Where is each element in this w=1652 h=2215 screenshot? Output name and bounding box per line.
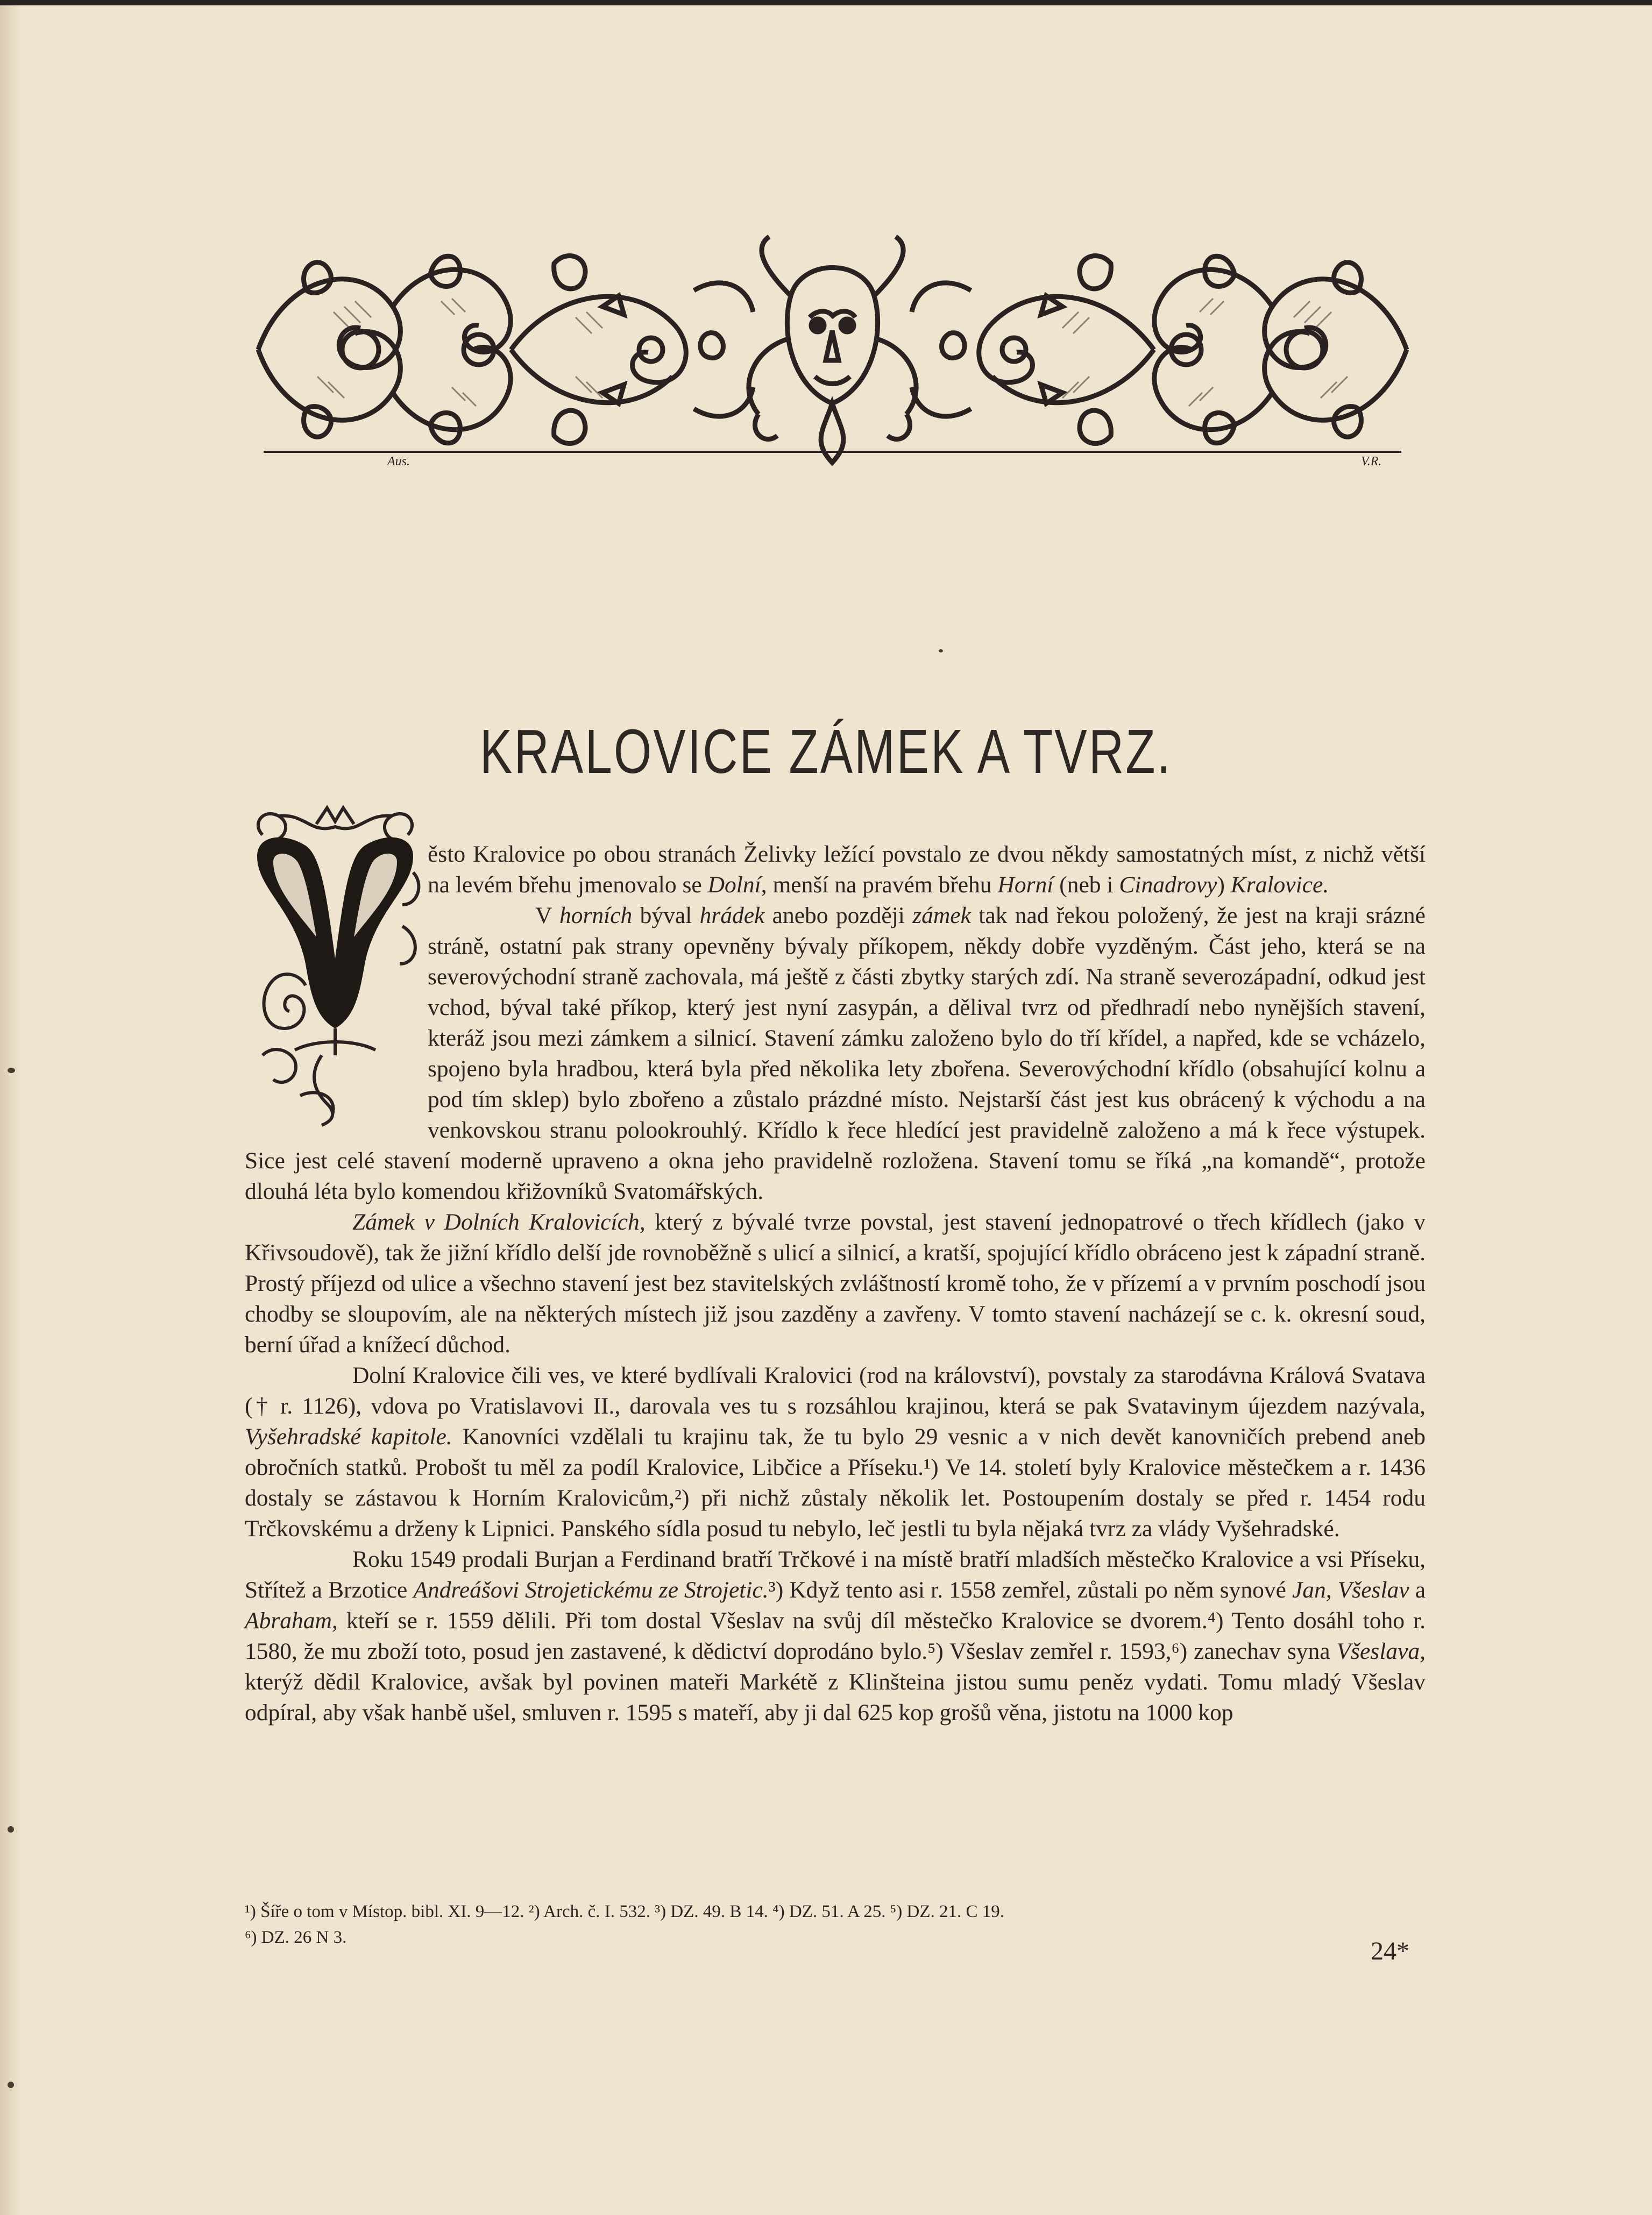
text-segment-italic: Dolní [707,872,761,898]
text-segment-italic: Horní [997,872,1054,898]
dropcap-spacer [245,839,428,1146]
acanthus-scroll-headpiece-icon [253,226,1412,473]
text-segment: (neb i [1053,872,1119,898]
text-segment: anebo později [764,903,913,928]
scan-speck [939,649,943,652]
paragraph-5 [245,1544,1426,1728]
text-segment-italic: hrádek [699,903,765,928]
text-segment-italic: Kralovice. [1230,872,1329,898]
paragraph-4 [245,1360,1426,1544]
text-segment-italic: Všeslava, [1336,1638,1426,1664]
text-segment: ³) Když tento asi r. 1558 zemřel, zůstali po něm synové [768,1577,1292,1603]
text-segment-italic: Jan, Všeslav [1292,1577,1409,1603]
paragraph-3 [245,1207,1426,1360]
text-segment-italic: Cinadrovy [1119,872,1217,898]
text-segment-italic: Andreášovi Strojetickému ze Strojetic. [413,1577,769,1603]
page-title: KRALOVICE ZÁMEK A TVRZ. [480,716,1172,786]
text-segment: kteří se r. 1559 dělili. Při tom dostal Všeslav na svůj díl městečko Kralovice se dvorem.⁴) Tento dosáhl toho r. 1580, že mu zboží toto, posud jen zastavené, k dědictví doprodáno bylo.⁵) Všeslav zemřel r. 1593,⁶) zanechav syna [245,1608,1426,1664]
article-body [245,839,1426,1728]
footnotes [245,1899,1426,1950]
text-segment: ěsto Kralovice po obou stranách Želivky ležící povstalo ze dvou někdy samostatných míst, z nichž větší na levém břehu jmenovalo se [428,841,1426,898]
text-segment-italic: Vyšehradské kapitole. [245,1424,452,1450]
ornament-signature-left: Aus. [387,455,410,468]
footnote-line-2: ⁶) DZ. 26 N 3. [245,1928,347,1947]
text-segment: Dolní Kralovice čili ves, ve které bydlívali Kralovici (rod na království), povstaly za starodávna Králová Svatava († r. 1126), vdova po Vratislavovi II., darovala ves tu s rozsáhlou krajinou, která se pak Svatavinym újezdem nazývala, [245,1362,1426,1419]
text-segment: , menší na pravém břehu [761,872,998,898]
scan-speck [8,1068,15,1073]
page-number: 24* [1371,1937,1409,1965]
scan-speck [8,2082,14,2088]
text-segment-italic: Abraham, [245,1608,338,1634]
text-segment: kterýž dědil Kralovice, avšak byl povinen mateři Markétě z Klinšteina jistou sumu peněz vydati. Tomu mladý Všeslav odpíral, aby však hanbě ušel, smluven r. 1595 s mateří, aby ji dal 625 kop grošů věna, jistotu na 1000 kop [245,1669,1426,1726]
scan-top-border [0,0,1652,5]
ornament-signature-right: V.R. [1361,455,1382,468]
text-segment: Kanovníci vzdělali tu krajinu tak, že tu bylo 29 vesnic a v nich devět kanovničích prebend aneb obročních statků. Probošt tu měl za podíl Kralovice, Libčice a Příseku.¹) Ve 14. století byly Kralovice městečkem a r. 1436 dostaly se zástavou k Horním Kralovicům,²) při nichž zůstaly několik let. Postoupením dostaly se před r. 1454 rodu Trčkovskému a drženy k Lipnici. Panského sídla posud tu nebylo, leč jestli tu byla nějaká tvrz za vlády Vyšehradské. [245,1424,1426,1542]
text-segment-italic: horních [559,903,633,928]
text-segment: Roku 1549 prodali Burjan a Ferdinand bratří Trčkové i na místě bratří mladších městečko Kralovice a vsi Příseku, Střítež a Brzotice [245,1546,1426,1603]
scan-speck [8,1826,14,1833]
text-segment: V [535,903,559,928]
text-segment-italic: zámek [912,903,971,928]
text-segment-italic: Zámek v Dolních Kralovicích, [352,1209,646,1235]
text-segment: který z bývalé tvrze povstal, jest stavení jednopatrové o třech křídlech (jako v Křivsoudově), tak že jižní křídlo delší jde rovnoběžně s ulicí a silnicí, a kratší, spojující křídlo obráceno jest k západní straně. Prostý příjezd od ulice a všechno stavení jest bez stavitelských zvláštností kromě toho, že v přízemí a v prvním poschodí jsou chodby se sloupovím, ale na některých místech již jsou zazděny a zavřeny. V tomto stavení nacházejí se c. k. okresní soud, berní úřad a knížecí důchod. [245,1209,1426,1358]
footnote-line-1: ¹) Šíře o tom v Místop. bibl. XI. 9—12. ²) Arch. č. I. 532. ³) DZ. 49. B 14. ⁴) DZ. 51. A 25. ⁵) DZ. 21. C 19. [245,1902,1005,1921]
text-segment: ) [1217,872,1231,898]
page-edge [0,0,22,2215]
text-segment: tak nad řekou položený, že jest na kraji srázné stráně, ostatní pak strany opevněny bývaly příkopem, někdy dobře vyzděným. Část jeho, která se na severovýchodní straně zachovala, má ještě z části zbytky starých zdí. Na straně severozápadní, odkud jest vchod, býval také příkop, který jest nyní zasypán, a dělival tvrz od předhradí nebo nynějších stavení, kteráž jsou mezi zámkem a silnicí. Stavení zámku založeno bylo do tří křídel, a napřed, kde se vcházelo, spojeno byla hradbou, která byla před několika lety zbořena. Severovýchodní křídlo (obsahující kolnu a pod tím sklep) bylo zbořeno a zůstalo prázdné místo. Nejstarší část jest kus obrácený k východu a na venkovskou stranu polookrouhlý. Křídlo k řece hledící jest pravidelně založeno a má k řece výstupek. Sice jest celé stavení moderně upraveno a okna jeho pravidelně rozložena. Stavení tomu se říká „na komandě“, protože dlouhá léta bylo komendou křižovníků Svatomářských. [245,903,1426,1204]
text-segment: býval [632,903,700,928]
text-segment: a [1409,1577,1426,1603]
